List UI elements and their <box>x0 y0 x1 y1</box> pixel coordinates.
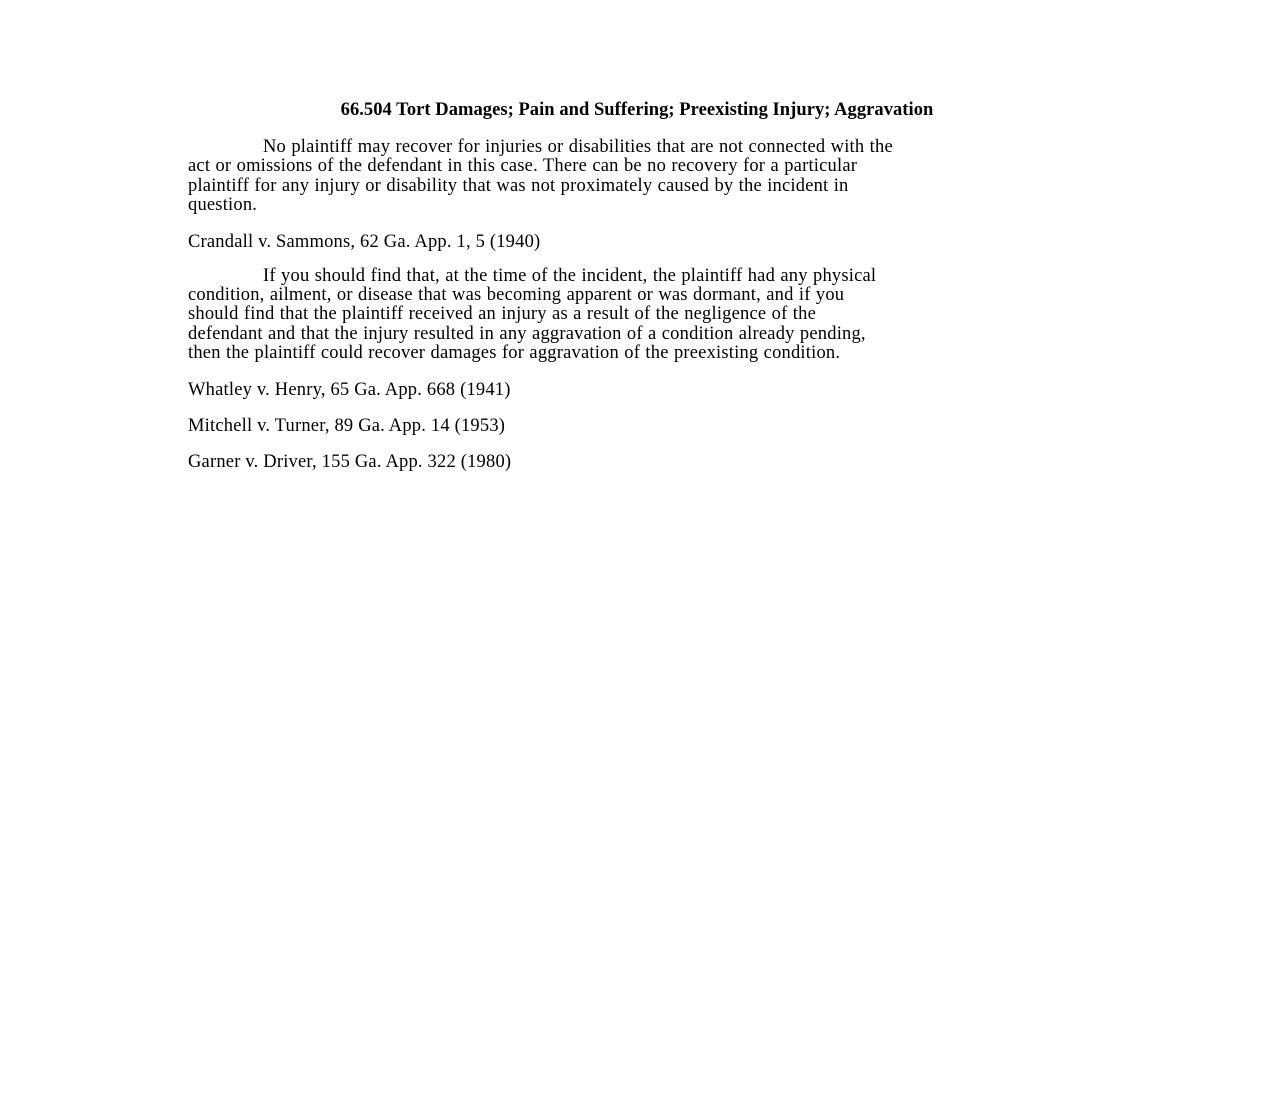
paragraph-line: If you should find that, at the time of the incident, the plaintiff had any physical <box>263 265 877 286</box>
citation-garner: Garner v. Driver, 155 Ga. App. 322 (1980) <box>188 451 512 472</box>
paragraph-aggravation <box>188 267 1088 364</box>
citation-crandall: Crandall v. Sammons, 62 Ga. App. 1, 5 (1940) <box>188 231 541 252</box>
citation-whatley: Whatley v. Henry, 65 Ga. App. 668 (1941) <box>188 379 511 400</box>
paragraph-causation <box>188 138 1088 216</box>
paragraph-line: No plaintiff may recover for injuries or disabilities that are not connected with the <box>263 137 893 157</box>
paragraph-line: should find that the plaintiff received an injury as a result of the negligence of the <box>188 304 816 325</box>
citation-mitchell: Mitchell v. Turner, 89 Ga. App. 14 (1953) <box>188 415 506 436</box>
paragraph-line: condition, ailment, or disease that was becoming apparent or was dormant, and if you <box>188 285 845 306</box>
document-page <box>188 99 1088 472</box>
paragraph-line: question. <box>188 195 258 216</box>
paragraph-line: then the plaintiff could recover damages for aggravation of the preexisting condition. <box>188 343 841 364</box>
paragraph-line: plaintiff for any injury or disability that was not proximately caused by the incident in <box>188 175 849 196</box>
paragraph-line: act or omissions of the defendant in this case. There can be no recovery for a particular <box>188 156 858 177</box>
paragraph-line: defendant and that the injury resulted in any aggravation of a condition already pending, <box>188 323 866 344</box>
document-title: 66.504 Tort Damages; Pain and Suffering; Preexisting Injury; Aggravation <box>340 100 934 120</box>
